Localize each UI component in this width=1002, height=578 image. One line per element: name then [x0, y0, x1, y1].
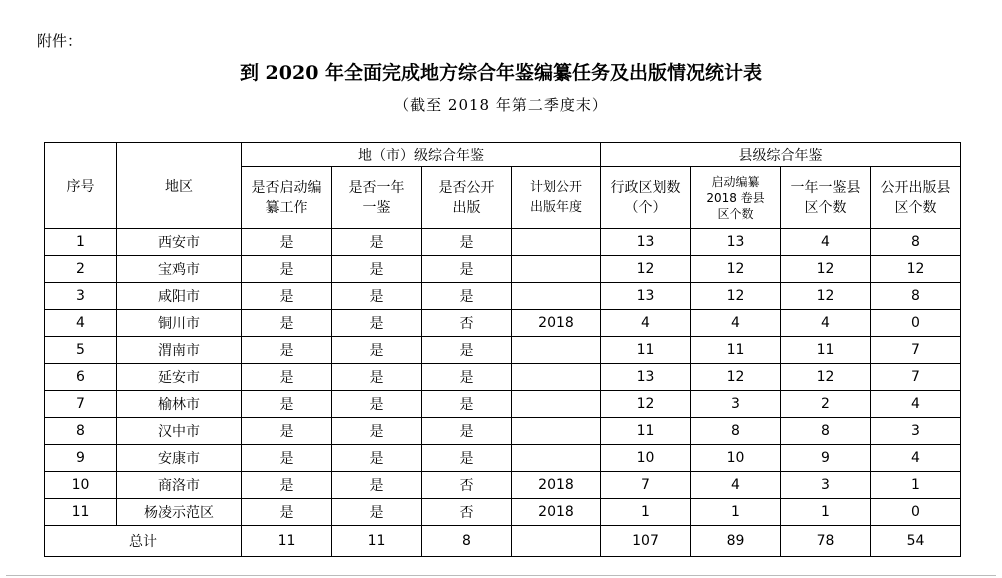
cell-region: 渭南市	[117, 337, 242, 364]
cell-region: 咸阳市	[117, 283, 242, 310]
cell-admin-count: 7	[601, 472, 691, 499]
cell-published-count: 8	[871, 283, 961, 310]
cell-admin-count: 4	[601, 310, 691, 337]
header-started-2018	[691, 167, 781, 229]
cell-plan-year: 2018	[512, 499, 601, 526]
cell-started: 是	[242, 310, 332, 337]
cell-started-2018: 10	[691, 445, 781, 472]
cell-plan-year: 2018	[512, 310, 601, 337]
cell-annual: 是	[332, 499, 422, 526]
cell-published: 否	[422, 472, 512, 499]
cell-annual: 是	[332, 283, 422, 310]
cell-published-count: 12	[871, 256, 961, 283]
table-row	[45, 310, 961, 337]
header-city-group: 地（市）级综合年鉴	[242, 143, 601, 167]
cell-started: 是	[242, 337, 332, 364]
cell-started-2018: 12	[691, 364, 781, 391]
header-started-label: 是否启动编纂工作	[251, 179, 322, 216]
cell-seq: 6	[45, 364, 117, 391]
cell-region: 铜川市	[117, 310, 242, 337]
cell-published: 是	[422, 256, 512, 283]
table-row	[45, 283, 961, 310]
statistics-table	[44, 142, 961, 557]
table-row	[45, 337, 961, 364]
cell-plan-year	[512, 337, 601, 364]
cell-published-count: 7	[871, 337, 961, 364]
cell-admin-count: 10	[601, 445, 691, 472]
cell-plan-year	[512, 445, 601, 472]
cell-started-2018: 4	[691, 472, 781, 499]
cell-published: 是	[422, 229, 512, 256]
cell-published: 是	[422, 418, 512, 445]
header-county-group: 县级综合年鉴	[601, 143, 961, 167]
page-subtitle: （截至 2018 年第二季度末）	[394, 96, 608, 114]
cell-published-count: 4	[871, 445, 961, 472]
cell-admin-count: 12	[601, 256, 691, 283]
table-row	[45, 229, 961, 256]
cell-seq: 4	[45, 310, 117, 337]
table-row	[45, 391, 961, 418]
header-annual	[332, 167, 422, 229]
cell-seq: 9	[45, 445, 117, 472]
total-published-count: 54	[871, 526, 961, 557]
header-seq: 序号	[45, 143, 117, 229]
cell-started-2018: 12	[691, 256, 781, 283]
table-row	[45, 364, 961, 391]
cell-seq: 10	[45, 472, 117, 499]
cell-started: 是	[242, 229, 332, 256]
table-row	[45, 418, 961, 445]
total-published: 8	[422, 526, 512, 557]
cell-plan-year: 2018	[512, 472, 601, 499]
cell-plan-year	[512, 283, 601, 310]
cell-plan-year	[512, 256, 601, 283]
table-row	[45, 445, 961, 472]
cell-started-2018: 1	[691, 499, 781, 526]
cell-published-count: 8	[871, 229, 961, 256]
cell-annual: 是	[332, 256, 422, 283]
cell-annual: 是	[332, 310, 422, 337]
cell-annual-count: 9	[781, 445, 871, 472]
cell-annual: 是	[332, 391, 422, 418]
cell-seq: 11	[45, 499, 117, 526]
header-plan-year	[512, 167, 601, 229]
header-published-count-label: 公开出版县区个数	[880, 179, 951, 216]
cell-annual-count: 3	[781, 472, 871, 499]
header-started	[242, 167, 332, 229]
total-row	[45, 526, 961, 557]
cell-started: 是	[242, 391, 332, 418]
header-published-label: 是否公开出版	[438, 179, 495, 216]
cell-annual: 是	[332, 229, 422, 256]
cell-started-2018: 3	[691, 391, 781, 418]
cell-plan-year	[512, 229, 601, 256]
cell-published: 是	[422, 337, 512, 364]
header-region: 地区	[117, 143, 242, 229]
cell-annual: 是	[332, 418, 422, 445]
cell-published-count: 4	[871, 391, 961, 418]
table-row	[45, 499, 961, 526]
cell-annual-count: 4	[781, 310, 871, 337]
header-plan-year-label: 计划公开出版年度	[529, 179, 582, 215]
cell-region: 商洛市	[117, 472, 242, 499]
header-published	[422, 167, 512, 229]
page-title: 到 2020 年全面完成地方综合年鉴编纂任务及出版情况统计表	[239, 62, 763, 84]
cell-published-count: 3	[871, 418, 961, 445]
cell-annual-count: 12	[781, 256, 871, 283]
cell-published-count: 1	[871, 472, 961, 499]
cell-plan-year	[512, 418, 601, 445]
cell-published-count: 0	[871, 499, 961, 526]
cell-started: 是	[242, 499, 332, 526]
cell-plan-year	[512, 391, 601, 418]
total-annual-count: 78	[781, 526, 871, 557]
cell-started: 是	[242, 364, 332, 391]
cell-admin-count: 1	[601, 499, 691, 526]
header-annual-count	[781, 167, 871, 229]
total-plan-year	[512, 526, 601, 557]
cell-started: 是	[242, 283, 332, 310]
cell-started: 是	[242, 418, 332, 445]
cell-region: 汉中市	[117, 418, 242, 445]
cell-published: 否	[422, 499, 512, 526]
page-divider	[6, 575, 996, 576]
cell-annual: 是	[332, 445, 422, 472]
cell-annual-count: 4	[781, 229, 871, 256]
header-annual-count-label: 一年一鉴县区个数	[790, 179, 861, 216]
cell-admin-count: 13	[601, 229, 691, 256]
cell-admin-count: 13	[601, 283, 691, 310]
cell-seq: 5	[45, 337, 117, 364]
cell-region: 杨凌示范区	[117, 499, 242, 526]
cell-annual: 是	[332, 364, 422, 391]
header-annual-label: 是否一年一鉴	[348, 179, 405, 216]
cell-annual: 是	[332, 472, 422, 499]
attachment-label: 附件：	[37, 32, 83, 50]
cell-started-2018: 13	[691, 229, 781, 256]
total-admin-count: 107	[601, 526, 691, 557]
cell-region: 西安市	[117, 229, 242, 256]
cell-published-count: 0	[871, 310, 961, 337]
cell-started: 是	[242, 256, 332, 283]
header-admin-count	[601, 167, 691, 229]
header-published-count	[871, 167, 961, 229]
cell-annual-count: 1	[781, 499, 871, 526]
table-body	[45, 229, 961, 526]
cell-admin-count: 12	[601, 391, 691, 418]
cell-seq: 7	[45, 391, 117, 418]
cell-seq: 1	[45, 229, 117, 256]
cell-annual: 是	[332, 337, 422, 364]
cell-region: 宝鸡市	[117, 256, 242, 283]
cell-published: 是	[422, 391, 512, 418]
cell-seq: 8	[45, 418, 117, 445]
cell-annual-count: 11	[781, 337, 871, 364]
header-started-2018-label: 启动编纂2018 卷县区个数	[706, 174, 765, 221]
cell-seq: 2	[45, 256, 117, 283]
total-started-2018: 89	[691, 526, 781, 557]
cell-region: 延安市	[117, 364, 242, 391]
table-row	[45, 256, 961, 283]
total-annual: 11	[332, 526, 422, 557]
total-started: 11	[242, 526, 332, 557]
cell-plan-year	[512, 364, 601, 391]
cell-region: 安康市	[117, 445, 242, 472]
cell-started-2018: 8	[691, 418, 781, 445]
cell-admin-count: 11	[601, 337, 691, 364]
cell-annual-count: 12	[781, 364, 871, 391]
cell-region: 榆林市	[117, 391, 242, 418]
cell-published: 是	[422, 364, 512, 391]
table-row	[45, 472, 961, 499]
cell-admin-count: 11	[601, 418, 691, 445]
cell-published: 否	[422, 310, 512, 337]
cell-published: 是	[422, 283, 512, 310]
header-admin-count-label: 行政区划数（个）	[610, 179, 681, 216]
cell-published: 是	[422, 445, 512, 472]
cell-admin-count: 13	[601, 364, 691, 391]
cell-annual-count: 2	[781, 391, 871, 418]
cell-published-count: 7	[871, 364, 961, 391]
cell-started-2018: 12	[691, 283, 781, 310]
cell-seq: 3	[45, 283, 117, 310]
cell-started-2018: 11	[691, 337, 781, 364]
cell-started: 是	[242, 472, 332, 499]
cell-annual-count: 12	[781, 283, 871, 310]
cell-started-2018: 4	[691, 310, 781, 337]
cell-started: 是	[242, 445, 332, 472]
cell-annual-count: 8	[781, 418, 871, 445]
total-label: 总计	[45, 526, 242, 557]
header-row-group	[45, 143, 961, 167]
